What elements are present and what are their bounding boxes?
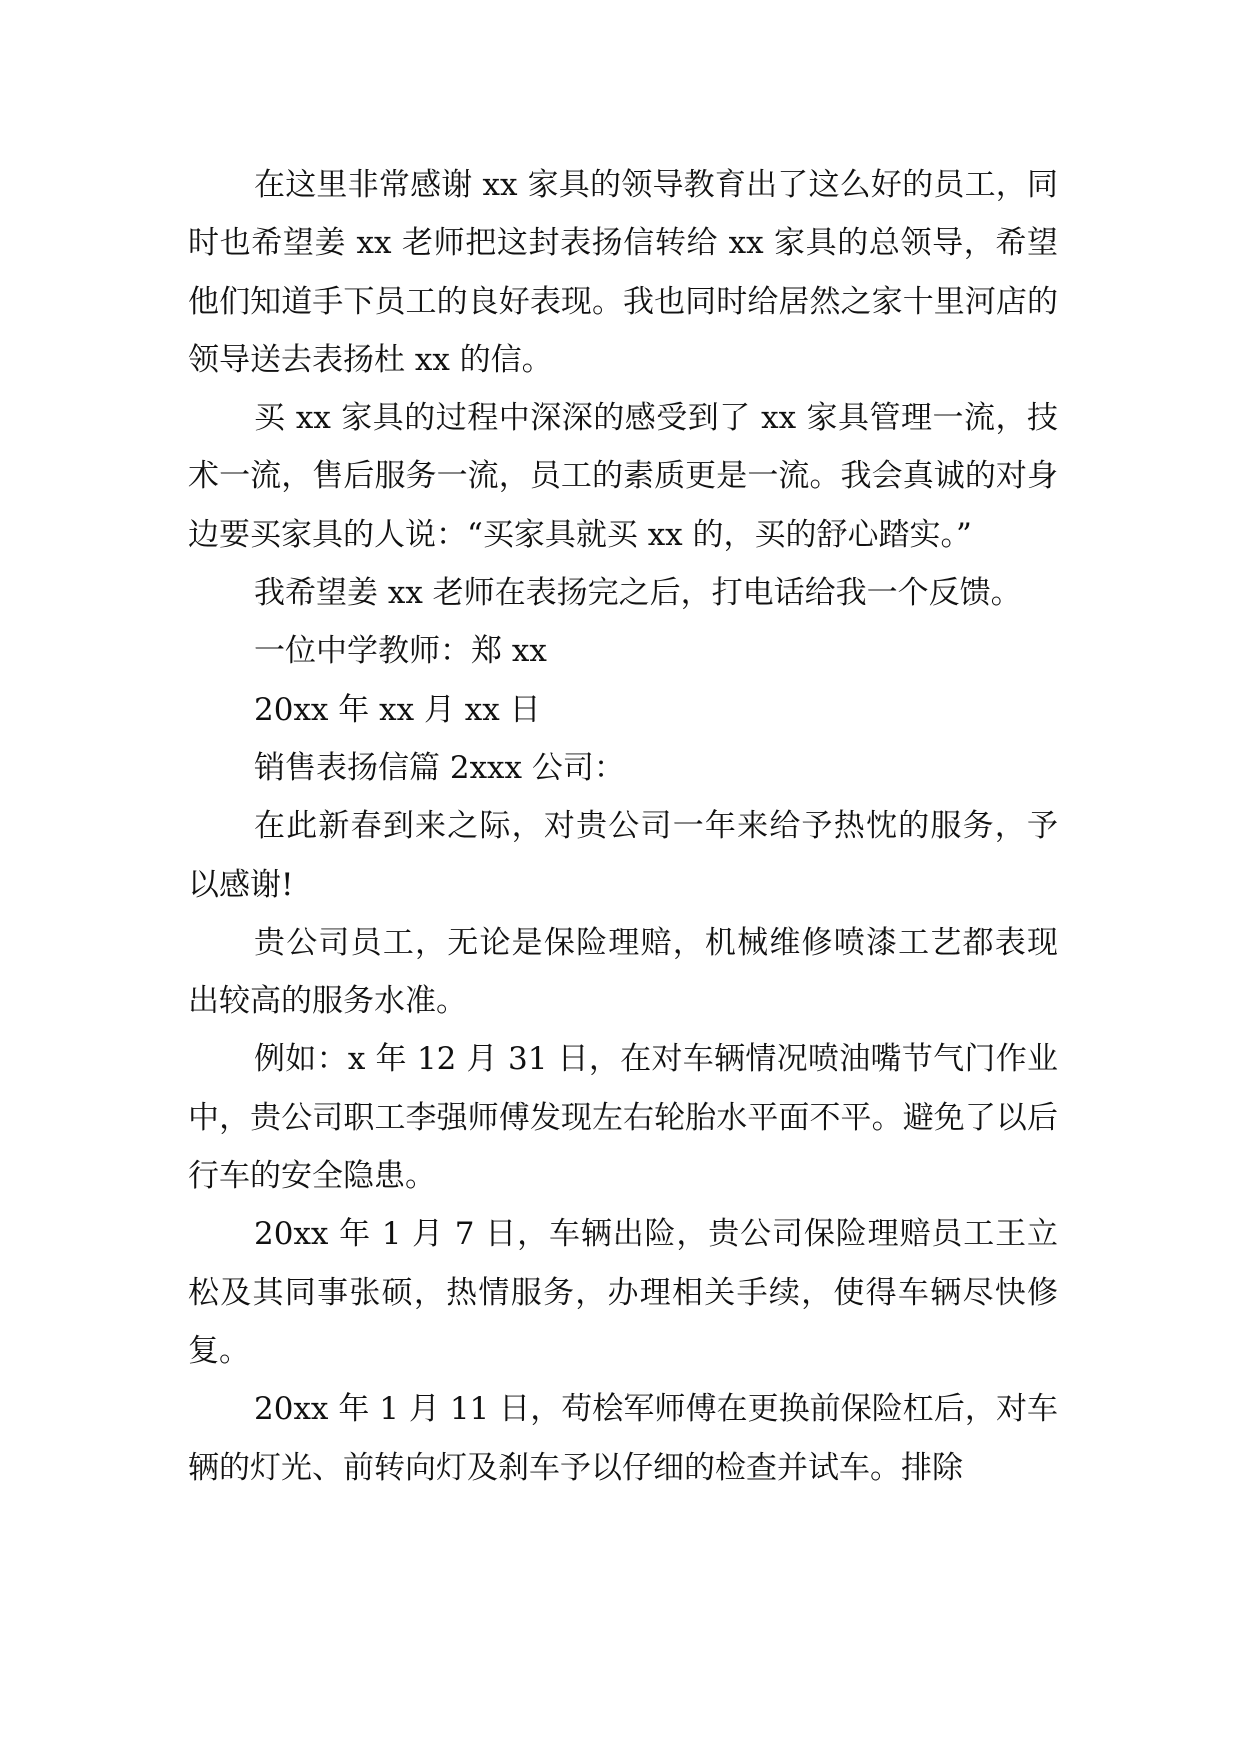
paragraph-feedback-request: 我希望姜 xx 老师在表扬完之后，打电话给我一个反馈。 <box>254 575 1022 612</box>
paragraph-service-standard: 贵公司员工，无论是保险理赔，机械维修喷漆工艺都表现出较高的服务水准。 <box>188 924 1058 1020</box>
document-body <box>188 156 1058 1497</box>
date-line: 20xx 年 xx 月 xx 日 <box>254 691 541 728</box>
paragraph-example-dec31: 例如：x 年 12 月 31 日，在对车辆情况喷油嘴节气门作业中，贵公司职工李强师傅发现左右轮胎水平面不平。避免了以后行车的安全隐患。 <box>188 1041 1058 1195</box>
signature-line: 一位中学教师：郑 xx <box>254 633 547 670</box>
paragraph-jan11: 20xx 年 1 月 11 日，苟桧军师傅在更换前保险杠后，对车辆的灯光、前转向灯及刹车予以仔细的检查并试车。排除 <box>188 1391 1058 1486</box>
paragraph-thanks-furniture: 在这里非常感谢 xx 家具的领导教育出了这么好的员工，同时也希望姜 xx 老师把这封表扬信转给 xx 家具的总领导，希望他们知道手下员工的良好表现。我也同时给居然之家十里河店的领导送去表扬杜 xx 的信。 <box>188 167 1058 378</box>
letter-2-heading: 销售表扬信篇 2xxx 公司： <box>254 749 625 786</box>
paragraph-furniture-praise: 买 xx 家具的过程中深深的感受到了 xx 家具管理一流，技术一流，售后服务一流，员工的素质更是一流。我会真诚的对身边要买家具的人说：“买家具就买 xx 的，买的舒心踏实。” <box>188 400 1058 553</box>
paragraph-jan7: 20xx 年 1 月 7 日，车辆出险，贵公司保险理赔员工王立松及其同事张硕，热情服务，办理相关手续，使得车辆尽快修复。 <box>188 1216 1058 1369</box>
paragraph-new-year-thanks: 在此新春到来之际，对贵公司一年来给予热忱的服务，予以感谢! <box>188 808 1058 903</box>
